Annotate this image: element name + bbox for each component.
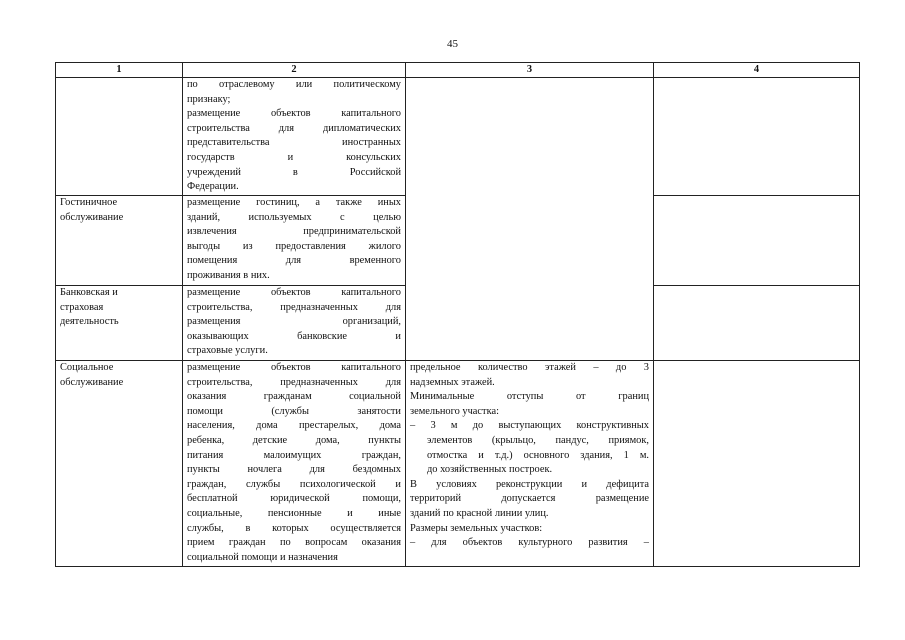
restrictions-cell bbox=[654, 361, 860, 567]
parameter-bullet-line: – 3 м до выступающих конструктивных bbox=[410, 420, 649, 432]
parameter-line: территорий допускается размещение bbox=[410, 493, 649, 505]
description-line: выгоды из предоставления жилого bbox=[187, 240, 401, 252]
parameter-bullet-line: – для объектов культурного развития – bbox=[410, 537, 649, 549]
column-header: 3 bbox=[406, 63, 654, 78]
restrictions-cell bbox=[654, 286, 860, 361]
description-line: размещение объектов капитального bbox=[187, 108, 401, 120]
description-line: учреждений в Российской bbox=[187, 166, 401, 178]
description-line: социальные, пенсионные и иные bbox=[187, 507, 401, 519]
description-line: размещения организаций, bbox=[187, 316, 401, 328]
description-line: Федерации. bbox=[187, 181, 239, 193]
column-header: 1 bbox=[56, 63, 183, 78]
use-type-cell bbox=[56, 78, 183, 196]
use-description-cell bbox=[183, 286, 406, 361]
column-header: 2 bbox=[183, 63, 406, 78]
parameter-line: зданий по красной линии улиц. bbox=[410, 507, 549, 519]
table-header-row bbox=[56, 63, 860, 78]
parameter-bullet-line: отмостка и т.д.) основного здания, 1 м. bbox=[427, 449, 649, 461]
table-row bbox=[56, 78, 860, 196]
description-line: строительства, предназначенных для bbox=[187, 301, 401, 313]
description-line: помощи (службы занятости bbox=[187, 405, 401, 417]
regulations-table bbox=[55, 62, 860, 567]
description-line: по отраслевому или политическому bbox=[187, 79, 401, 90]
description-line: признаку; bbox=[187, 93, 231, 105]
parameters-cell-empty bbox=[406, 78, 654, 361]
description-line: строительства, предназначенных для bbox=[187, 376, 401, 388]
description-line: оказывающих банковские и bbox=[187, 330, 401, 342]
description-line: питания малоимущих граждан, bbox=[187, 449, 401, 461]
parameter-line: надземных этажей. bbox=[410, 376, 495, 388]
table-row bbox=[56, 361, 860, 567]
description-line: пункты ночлега для бездомных bbox=[187, 464, 401, 476]
description-line: извлечения предпринимательской bbox=[187, 226, 401, 238]
parameter-line: Минимальные отступы от границ bbox=[410, 391, 649, 403]
parameter-bullet-line: элементов (крыльцо, пандус, приямок, bbox=[427, 434, 649, 446]
use-description-cell bbox=[183, 78, 406, 196]
description-line: населения, дома престарелых, дома bbox=[187, 420, 401, 432]
parameter-line: земельного участка: bbox=[410, 405, 499, 417]
description-line: помещения для временного bbox=[187, 255, 401, 267]
description-line: строительства для дипломатических bbox=[187, 122, 401, 134]
description-line: ребенка, детские дома, пункты bbox=[187, 434, 401, 446]
column-header: 4 bbox=[654, 63, 860, 78]
description-line: размещение гостиниц, а также иных bbox=[187, 197, 401, 208]
description-line: бесплатной юридической помощи, bbox=[187, 493, 401, 505]
use-description-cell bbox=[183, 196, 406, 286]
description-line: социальной помощи и назначения bbox=[187, 551, 338, 563]
description-line: представительства иностранных bbox=[187, 137, 401, 149]
use-type-cell: Социальное обслуживание bbox=[56, 361, 183, 567]
description-line: размещение объектов капитального bbox=[187, 287, 401, 298]
description-line: службы, в которых осуществляется bbox=[187, 522, 401, 534]
use-description-cell bbox=[183, 361, 406, 567]
page-number: 45 bbox=[447, 38, 458, 50]
description-line: оказания гражданам социальной bbox=[187, 391, 401, 403]
parameter-bullet-line: до хозяйственных построек. bbox=[427, 464, 553, 476]
description-line: проживания в них. bbox=[187, 269, 270, 281]
description-line: страховые услуги. bbox=[187, 345, 268, 357]
parameter-line: Размеры земельных участков: bbox=[410, 522, 543, 534]
parameter-line: предельное количество этажей – до 3 bbox=[410, 362, 649, 373]
parameters-cell bbox=[406, 361, 654, 567]
restrictions-cell bbox=[654, 78, 860, 196]
use-type-cell: Гостиничное обслуживание bbox=[56, 196, 183, 286]
description-line: государств и консульских bbox=[187, 151, 401, 163]
use-type-cell: Банковская и страховая деятельность bbox=[56, 286, 183, 361]
description-line: зданий, используемых с целью bbox=[187, 211, 401, 223]
description-line: граждан, службы психологической и bbox=[187, 478, 401, 490]
restrictions-cell bbox=[654, 196, 860, 286]
description-line: прием граждан по вопросам оказания bbox=[187, 537, 401, 549]
description-line: размещение объектов капитального bbox=[187, 362, 401, 373]
parameter-line: В условиях реконструкции и дефицита bbox=[410, 478, 649, 490]
